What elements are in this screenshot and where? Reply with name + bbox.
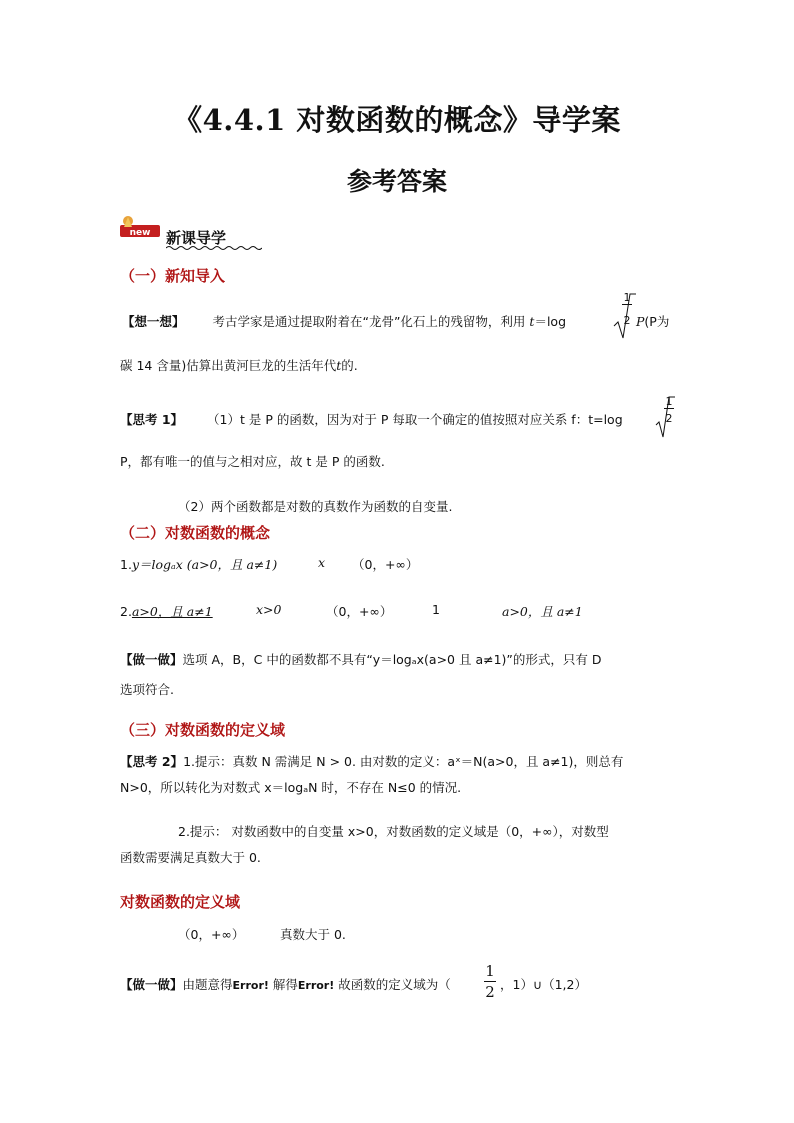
reflect2-line1 — [120, 752, 623, 770]
try2-text3: 故函数的定义域为（ — [334, 977, 451, 992]
reflect1-label: 【思考 1】 — [120, 412, 184, 427]
heading-new-knowledge: （一）新知导入 — [120, 267, 226, 285]
new-lesson-icon — [118, 213, 162, 241]
domain-text: 真数大于 0. — [280, 927, 346, 942]
think-formula-log: ＝log — [534, 314, 567, 329]
domain-interval: （0，+∞） — [178, 927, 245, 942]
reflect1-line1 — [120, 410, 623, 428]
reflect1-frac-num: 1 — [665, 395, 673, 408]
heading-concept: （二）对数函数的概念 — [120, 524, 271, 542]
concept-item2-domain: （0，+∞） — [326, 604, 393, 619]
think-half-den: 2 — [623, 314, 631, 327]
think-label: 【想一想】 — [122, 314, 185, 329]
concept-item2-x: x>0 — [256, 602, 282, 617]
try2-fraction — [484, 961, 496, 1002]
reflect2-line2: N>0，所以转化为对数式 x＝logₐN 时，不存在 N≤0 的情况. — [120, 780, 462, 795]
try2-text2: 解得 — [268, 977, 298, 992]
concept-item1-x: x — [318, 555, 326, 570]
try2-text1: 由题意得 — [182, 977, 233, 992]
concept-item2-num: 2. — [120, 604, 132, 619]
reflect2-label: 【思考 2】 — [120, 754, 184, 769]
try2-frac-num: 1 — [485, 962, 495, 980]
try2-line — [120, 975, 451, 993]
think-formula-p: P — [636, 314, 645, 329]
try1-label: 【做一做】 — [120, 652, 183, 667]
try2-union: ，1）∪（1,2） — [500, 977, 587, 992]
reflect2-line4: 函数需要满足真数大于 0. — [120, 850, 261, 865]
think-paragraph-line1 — [122, 312, 566, 330]
think-half — [622, 292, 632, 327]
think-text: 考古学家是通过提取附着在“龙骨”化石上的残留物，利用 — [212, 314, 526, 329]
reflect1-line2: P，都有唯一的值与之相对应，故 t 是 P 的函数. — [120, 454, 385, 469]
try1-line2: 选项符合. — [120, 682, 174, 697]
think-paragraph-line2 — [120, 356, 358, 374]
reflect1-frac — [664, 396, 674, 425]
heading-domain: （三）对数函数的定义域 — [120, 721, 286, 739]
try1-line1 — [120, 650, 602, 668]
reflect1-line3: （2）两个函数都是对数的真数作为函数的自变量. — [178, 499, 453, 514]
concept-item2 — [120, 602, 213, 620]
wavy-underline — [166, 245, 262, 251]
try2-error2: Error! — [297, 979, 335, 992]
heading-domain-2: 对数函数的定义域 — [120, 893, 241, 911]
think-paragraph-tail — [636, 312, 669, 330]
think-formula-tail: (P为 — [644, 314, 670, 329]
think-half-num: 1 — [623, 291, 631, 304]
think-text-2-t: t — [336, 358, 342, 373]
concept-item1-formula: y＝logₐx (a>0，且 a≠1) — [131, 557, 278, 572]
page-title: 《4.4.1 对数函数的概念》导学案 — [173, 103, 621, 137]
page-subtitle: 参考答案 — [346, 167, 447, 196]
think-text-2-end: 的. — [341, 358, 358, 373]
concept-item1 — [120, 555, 277, 573]
think-formula-t: t — [529, 314, 535, 329]
concept-item2-one: 1 — [432, 602, 440, 617]
concept-item2-cond2: a>0，且 a≠1 — [502, 604, 583, 619]
concept-item1-num: 1. — [120, 557, 132, 572]
reflect1-text-1: （1）t 是 P 的函数，因为对于 P 每取一个确定的值按照对应关系 f：t=log — [207, 412, 623, 427]
try2-frac-den: 2 — [485, 983, 495, 1001]
concept-item1-domain: （0，+∞） — [352, 557, 419, 572]
concept-item2-cond: a>0，且 a≠1 — [131, 604, 213, 619]
reflect2-line3: 2.提示： 对数函数中的自变量 x>0，对数函数的定义域是（0，+∞），对数型 — [178, 824, 609, 839]
try2-error1: Error! — [232, 979, 269, 992]
section-title: 新课导学 — [166, 229, 227, 247]
try1-text-1: 选项 A，B，C 中的函数都不具有“y＝logₐx(a>0 且 a≠1)”的形式，只有 D — [182, 652, 602, 667]
try2-label: 【做一做】 — [120, 977, 183, 992]
reflect1-frac-den: 2 — [665, 412, 673, 425]
svg-text:new: new — [129, 228, 151, 238]
think-text-2: 碳 14 含量)估算出黄河巨龙的生活年代 — [120, 358, 337, 373]
reflect2-text-1: 1.提示：真数 N 需满足 N > 0. 由对数的定义：aˣ＝N(a>0，且 a≠1)，则总有 — [183, 754, 624, 769]
